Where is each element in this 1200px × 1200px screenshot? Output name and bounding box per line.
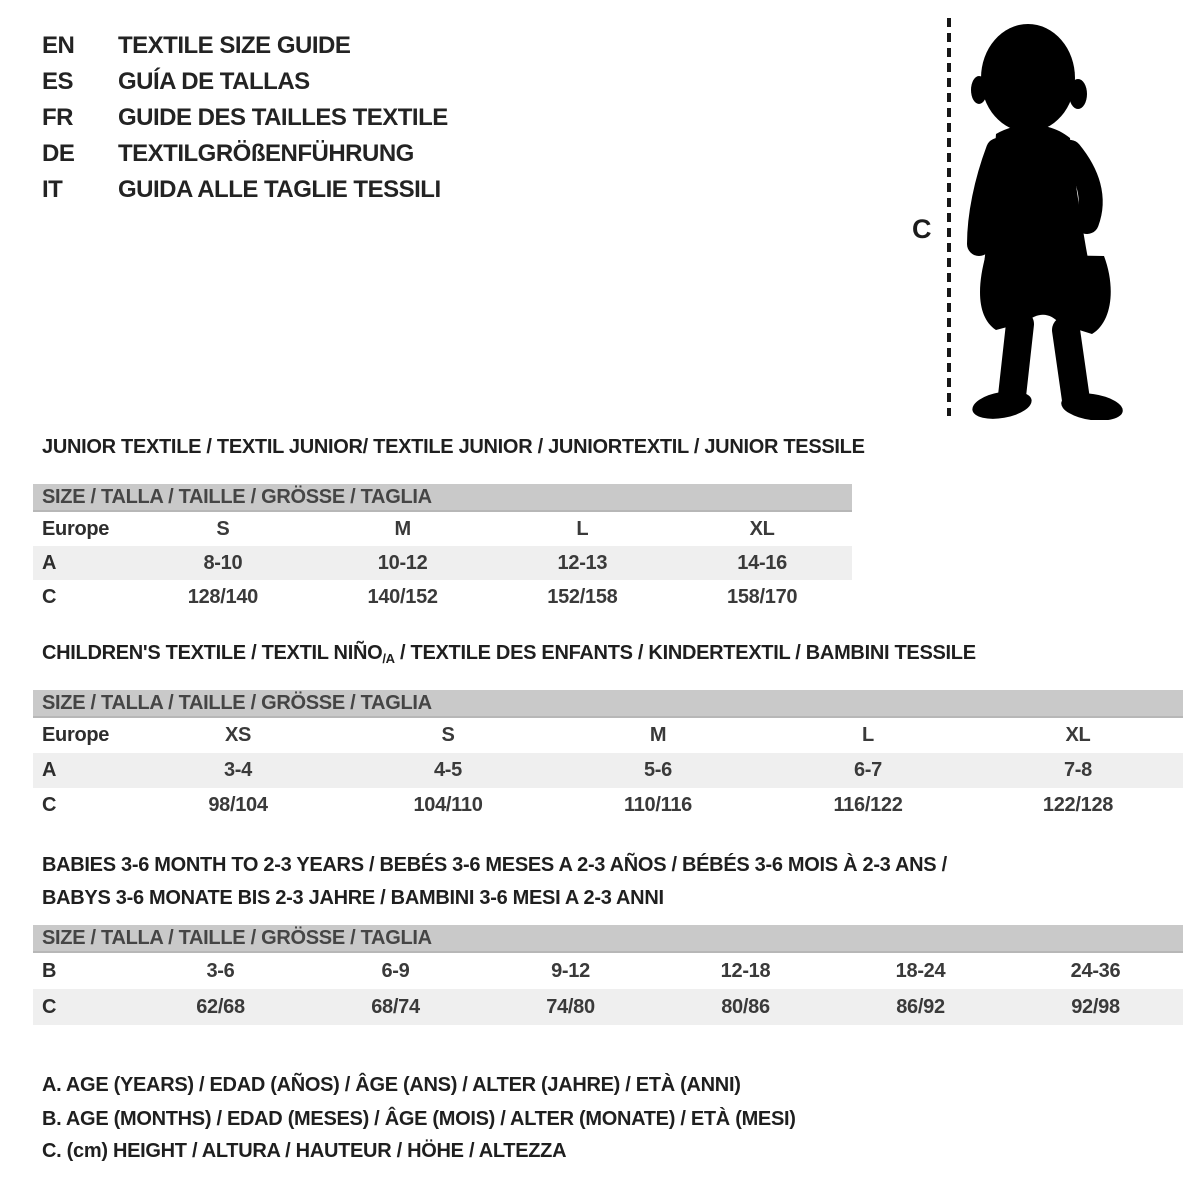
size-header-bar: SIZE / TALLA / TAILLE / GRÖSSE / TAGLIA [33,925,1183,953]
lang-code: ES [42,68,74,95]
lang-code: FR [42,104,73,131]
lang-row-es [42,64,448,100]
size-value: 152/158 [547,585,618,608]
size-value: 3-4 [223,759,252,781]
size-value: 12-13 [557,551,608,574]
table-row [33,989,1183,1025]
size-value: 12-18 [720,959,771,982]
table-row [33,753,1183,788]
junior-size-table [33,484,852,614]
size-value: 80/86 [721,995,770,1018]
size-header-bar: SIZE / TALLA / TAILLE / GRÖSSE / TAGLIA [33,690,1183,718]
row-label: A [42,551,57,574]
lang-label: TEXTILE SIZE GUIDE [118,32,351,59]
size-value: 158/170 [727,585,798,608]
size-value: S [216,517,230,540]
lang-label: TEXTILGRÖßENFÜHRUNG [118,140,414,167]
size-value: 10-12 [377,551,428,574]
lang-row-fr [42,100,448,136]
size-value: 68/74 [371,995,420,1018]
size-value: M [394,517,411,540]
table-row [33,788,1183,823]
size-value: 4-5 [433,759,462,781]
size-value: M [649,724,667,746]
size-value: 122/128 [1042,794,1114,816]
row-label: Europe [42,724,110,746]
size-value: 104/110 [413,794,483,816]
children-title-prefix: CHILDREN'S TEXTILE / TEXTIL NIÑO [42,642,383,664]
language-title-block [42,28,448,208]
lang-code: EN [42,32,75,59]
babies-section-title-line1: BABIES 3-6 MONTH TO 2-3 YEARS / BEBÉS 3-6 MESES A 2-3 AÑOS / BÉBÉS 3-6 MOIS À 2-3 ANS / [42,854,947,876]
size-value: 110/116 [624,794,692,816]
measure-label-c: C [912,214,932,244]
size-value: 24-36 [1070,959,1121,982]
children-table-rows [33,718,1183,823]
children-section-title [42,642,976,665]
size-header-bar: SIZE / TALLA / TAILLE / GRÖSSE / TAGLIA [33,484,852,512]
babies-table-rows [33,953,1183,1025]
lang-label: GUIDA ALLE TAGLIE TESSILI [118,176,441,203]
babies-size-table [33,925,1183,1025]
lang-code: DE [42,140,75,167]
row-label: C [42,995,57,1018]
lang-row-de [42,136,448,172]
toddler-silhouette [966,16,1140,420]
row-label: Europe [42,517,110,540]
size-value: L [862,724,874,746]
legend-line-c: C. (cm) HEIGHT / ALTURA / HAUTEUR / HÖHE / ALTEZZA [42,1140,567,1162]
babies-section-title-line2: BABYS 3-6 MONATE BIS 2-3 JAHRE / BAMBINI 3-6 MESI A 2-3 ANNI [42,887,664,909]
size-value: 86/92 [896,995,945,1018]
junior-section-title: JUNIOR TEXTILE / TEXTIL JUNIOR/ TEXTILE JUNIOR / JUNIORTEXTIL / JUNIOR TESSILE [42,436,865,458]
legend-line-a: A. AGE (YEARS) / EDAD (AÑOS) / ÂGE (ANS) / ALTER (JAHRE) / ETÀ (ANNI) [42,1074,741,1096]
size-value: 116/122 [833,794,903,816]
table-row [33,546,852,580]
row-label: C [42,585,57,608]
size-value: 3-6 [206,959,235,982]
size-value: 9-12 [551,959,590,982]
row-label: B [42,959,57,982]
legend-line-b: B. AGE (MONTHS) / EDAD (MESES) / ÂGE (MOIS) / ALTER (MONATE) / ETÀ (MESI) [42,1108,796,1130]
size-value: 92/98 [1071,995,1120,1018]
size-value: 7-8 [1063,759,1092,781]
size-value: 140/152 [367,585,438,608]
size-value: XL [1065,724,1091,746]
row-label: A [42,759,57,781]
children-title-subscript: /A [382,651,395,666]
table-row [33,580,852,614]
table-row [33,718,1183,753]
size-value: 14-16 [737,551,787,574]
lang-label: GUIDE DES TAILLES TEXTILE [118,104,448,131]
size-value: L [576,517,589,540]
size-value: 18-24 [895,959,946,982]
size-value: 5-6 [643,759,672,781]
size-value: 128/140 [187,585,258,608]
lang-code: IT [42,176,63,203]
size-value: 6-7 [853,759,882,781]
size-value: 8-10 [203,551,243,574]
size-value: 62/68 [196,995,245,1018]
size-value: 74/80 [546,995,595,1018]
lang-label: GUÍA DE TALLAS [118,68,310,95]
row-label: C [42,794,57,816]
size-value: XS [224,724,252,746]
lang-row-it [42,172,448,208]
size-value: XL [749,517,775,540]
children-size-table [33,690,1183,823]
junior-table-rows [33,512,852,614]
size-value: 6-9 [381,959,410,982]
table-row [33,512,852,546]
size-value: S [441,724,455,746]
children-title-suffix: / TEXTILE DES ENFANTS / KINDERTEXTIL / BAMBINI TESSILE [394,642,976,664]
size-value: 98/104 [208,794,268,816]
lang-row-en [42,28,448,64]
height-measure-dashed-line [947,18,951,416]
table-row [33,953,1183,989]
